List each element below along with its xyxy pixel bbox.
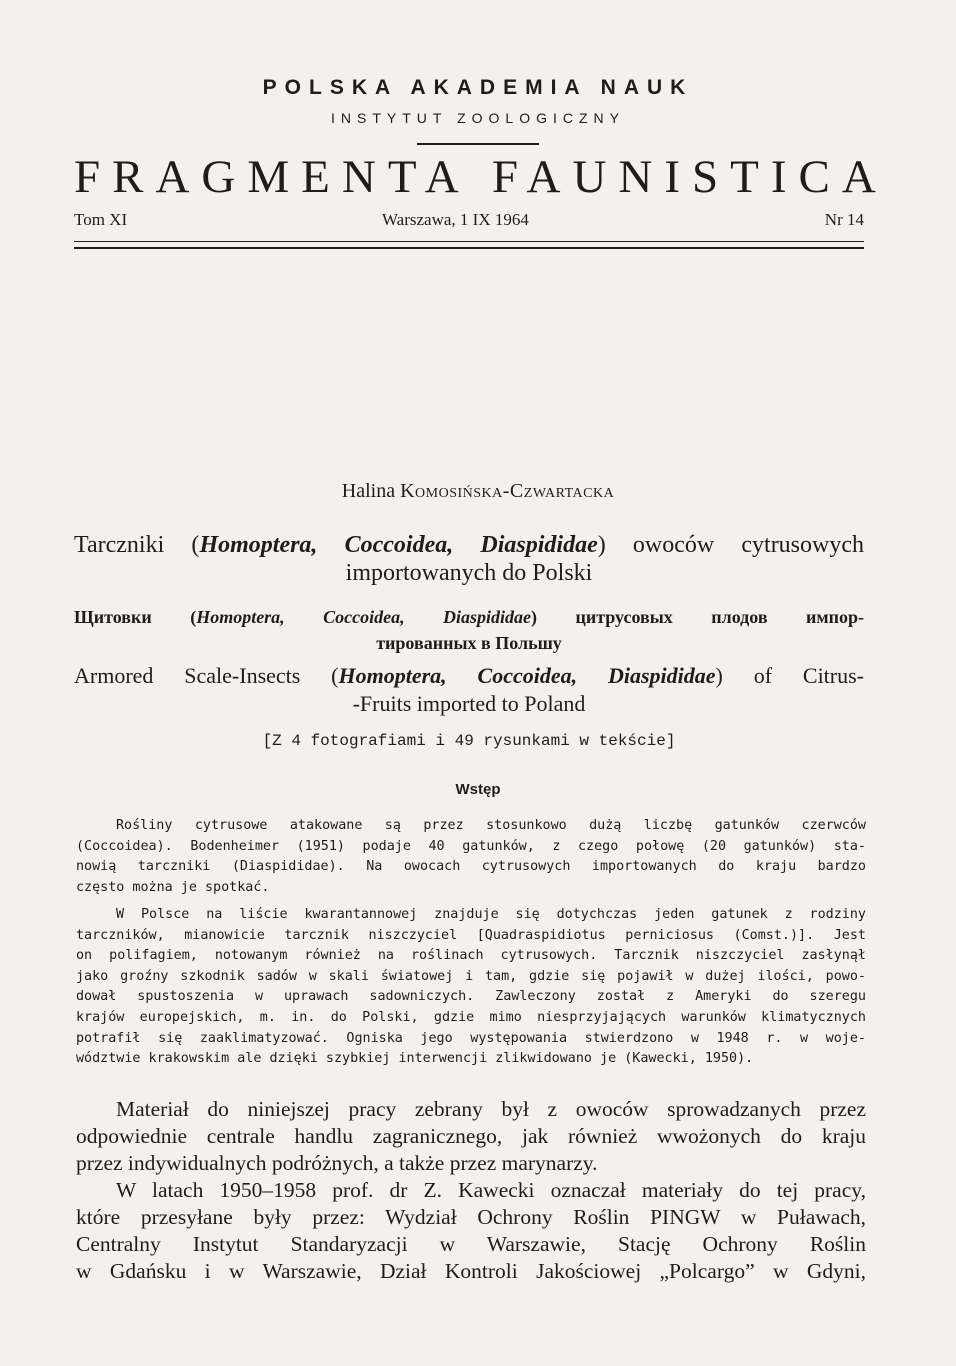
section-heading: Wstęp: [455, 781, 501, 798]
title-en-pre: Armored Scale-Insects (: [74, 663, 339, 688]
paragraph-line: które przesyłane były przez: Wydział Ochrony Roślin PINGW w Puławach,: [76, 1205, 866, 1229]
paragraph-line: przez indywidualnych podróżnych, a także przez marynarzy.: [76, 1151, 598, 1175]
paragraph-line: krajów europejskich, m. in. do Polski, gdzie mimo niesprzyjających warunków klimatycznych: [76, 1009, 866, 1025]
paragraph-sources: [76, 1177, 866, 1285]
paragraph-line: Centralny Instytut Standaryzacji w Warszawie, Stację Ochrony Roślin: [76, 1232, 866, 1256]
issue-date: Warszawa, 1 IX 1964: [382, 210, 529, 229]
issue-meta: [74, 210, 864, 234]
paragraph-line: (Coccoidea). Bodenheimer (1951) podaje 40 gatunków, z czego połowę (20 gatunków) sta-: [76, 838, 866, 854]
paragraph-intro-1: [76, 816, 866, 898]
title-en-post: ) of Citrus-: [715, 663, 865, 688]
title-ru-post: ) цитрусовых плодов импор-: [531, 607, 864, 627]
title-en-taxa: Homoptera, Coccoidea, Diaspididae: [338, 663, 716, 688]
paragraph-line: często można je spotkać.: [76, 879, 270, 895]
title-ru-pre: Щитовки (: [74, 607, 197, 627]
title-pl-taxa: Homoptera, Coccoidea, Diaspididae: [199, 532, 598, 558]
title-pl-pre: Tarczniki (: [74, 532, 200, 558]
volume-label: Tom XI: [74, 210, 128, 229]
paragraph-line: jako groźny szkodnik sadów w skali światowej i tam, gdzie się pojawił w dużej ilości, powo-: [76, 968, 866, 984]
paragraph-line: odpowiednie centrale handlu zagranicznego, jak również wwożonych do kraju: [76, 1124, 866, 1148]
title-russian: [74, 604, 864, 656]
paragraph-line: W latach 1950–1958 prof. dr Z. Kawecki oznaczał materiały do tej pracy,: [116, 1178, 866, 1202]
paragraph-line: wództwie krakowskim ale dzięki szybkiej interwencji zlikwidowano je (Kawecki, 1950).: [76, 1051, 754, 1067]
issue-number: Nr 14: [824, 210, 864, 229]
paragraph-material: [76, 1096, 866, 1177]
title-pl-post: ) owoców cytrusowych: [597, 532, 865, 558]
figures-note: [Z 4 fotografiami i 49 rysunkami w tekście]: [262, 732, 676, 750]
title-ru-taxa: Homoptera, Coccoidea, Diaspididae: [196, 607, 532, 627]
paragraph-line: on polifagiem, notowanym również na roślinach cytrusowych. Tarcznik niszczyciel zasłynął: [76, 948, 866, 964]
paragraph-line: w Gdańsku i w Warszawie, Dział Kontroli Jakościowej „Polcargo” w Gdyni,: [76, 1259, 866, 1283]
paragraph-line: Rośliny cytrusowe atakowane są przez stosunkowo dużą liczbę gatunków czerwców: [116, 818, 866, 833]
institute-name: INSTYTUT ZOOLOGICZNY: [331, 110, 625, 126]
paragraph-line: tarczników, mianowicie tarcznik niszczyciel [Quadraspidiotus perniciosus (Comst.)]. Jest: [76, 927, 866, 943]
author-first-name: Halina: [341, 480, 396, 502]
title-polish: [74, 531, 864, 587]
title-en-line2: -Fruits imported to Poland: [352, 691, 586, 716]
academy-name: POLSKA AKADEMIA NAUK: [262, 76, 694, 99]
paragraph-line: nowią tarczniki (Diaspididae). Na owocach cytrusowych importowanych do kraju bardzo: [76, 859, 866, 875]
header-divider: [417, 143, 539, 145]
title-pl-line2: importowanych do Polski: [345, 560, 593, 586]
paragraph-intro-2: [76, 905, 866, 1070]
journal-title: FRAGMENTA FAUNISTICA: [74, 151, 888, 203]
title-ru-line2: тированных в Польшу: [376, 633, 562, 653]
paragraph-line: dował spustoszenia w uprawach sadowniczych. Zawleczony został z Ameryki do szeregu: [76, 989, 866, 1005]
masthead-rule: [74, 241, 864, 249]
paragraph-line: Materiał do niniejszej pracy zebrany był z owoców sprowadzanych przez: [116, 1097, 866, 1121]
title-english: [74, 662, 864, 718]
article-author: [0, 480, 956, 503]
paragraph-line: potrafił się zaaklimatyzować. Ogniska jego występowania stwierdzono w 1948 r. w woje-: [76, 1030, 866, 1046]
paragraph-line: W Polsce na liście kwarantannowej znajduje się dotychczas jeden gatunek z rodziny: [116, 907, 866, 922]
author-last-name: Komosińska-Czwartacka: [400, 480, 615, 502]
